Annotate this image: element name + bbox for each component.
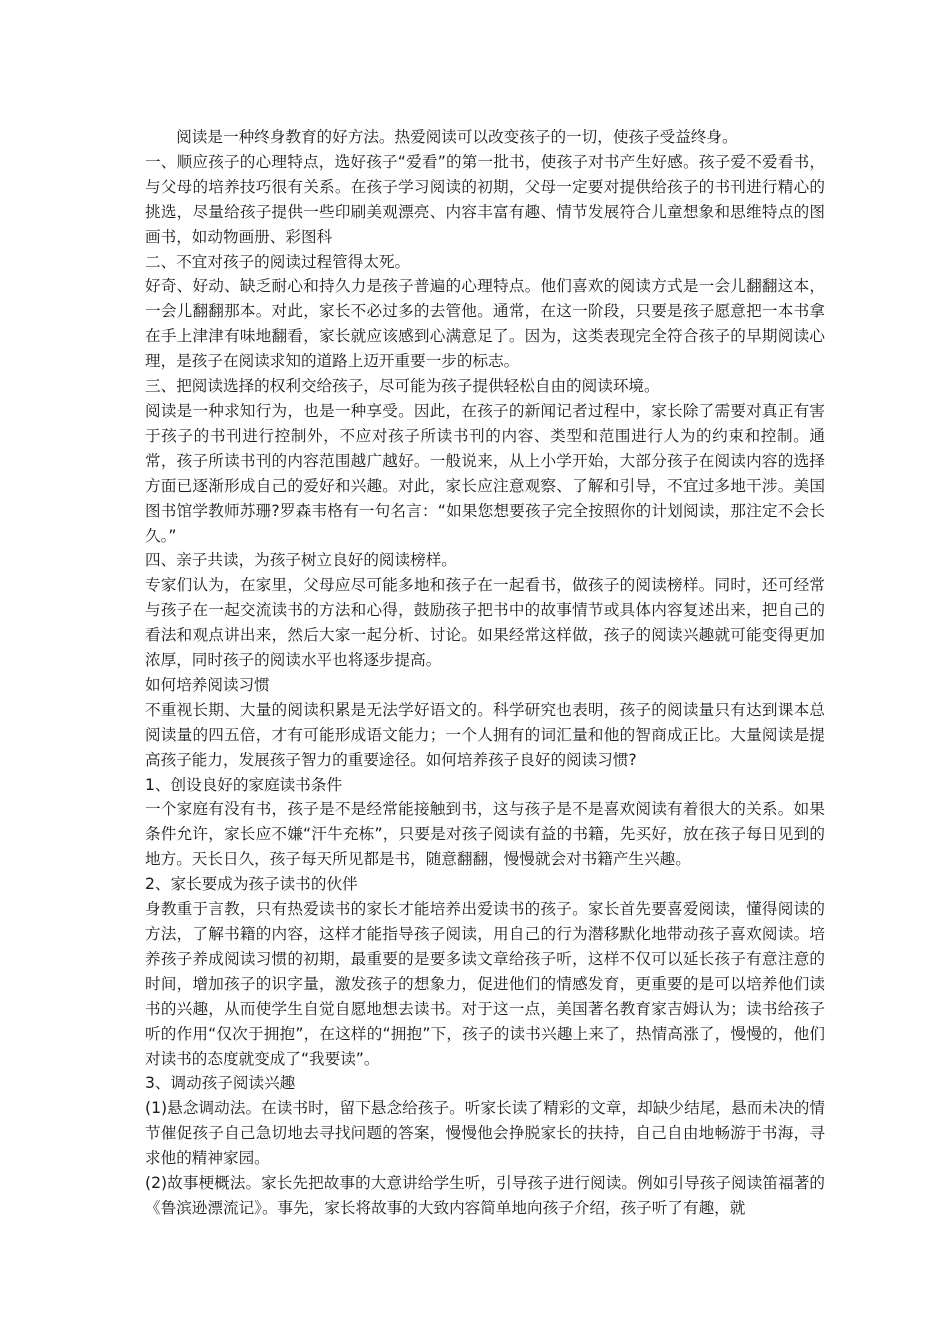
item-three-heading: 3、调动孩子阅读兴趣	[145, 1074, 296, 1093]
item-two-heading: 2、家长要成为孩子读书的伙伴	[145, 875, 358, 894]
habit-heading: 如何培养阅读习惯	[145, 675, 270, 694]
section-two-heading: 二、不宜对孩子的阅读过程管得太死。	[145, 252, 411, 271]
habit-intro-paragraph: 不重视长期、大量的阅读积累是无法学好语文的。科学研究也表明，孩子的阅读量只有达到课本总阅读量的四五倍，才有可能形成语文能力；一个人拥有的词汇量和他的智商成正比。大量阅读是提高孩子能力，发展孩子智力的重要途径。如何培养孩子良好的阅读习惯?	[145, 700, 825, 769]
item-two-paragraph: 身教重于言教，只有热爱读书的家长才能培养出爱读书的孩子。家长首先要喜爱阅读，懂得阅读的方法，了解书籍的内容，这样才能指导孩子阅读，用自己的行为潜移默化地带动孩子喜欢阅读。培养孩子养成阅读习惯的初期，最重要的是要多读文章给孩子听，这样不仅可以延长孩子有意注意的时间，增加孩子的识字量，激发孩子的想象力，促进他们的情感发育，更重要的是可以培养他们读书的兴趣，从而使学生自觉自愿地想去读书。对于这一点，美国著名教育家吉姆认为；读书给孩子听的作用“仅次于拥抱”，在这样的“拥抱”下，孩子的读书兴趣上来了，热情高涨了，慢慢的，他们对读书的态度就变成了“我要读”。	[145, 900, 825, 1068]
document-body	[145, 125, 825, 1221]
item-one-heading: 1、创设良好的家庭读书条件	[145, 775, 343, 794]
item-one-paragraph: 一个家庭有没有书，孩子是不是经常能接触到书，这与孩子是不是喜欢阅读有着很大的关系。如果条件允许，家长应不嫌“汗牛充栋”，只要是对孩子阅读有益的书籍，先买好，放在孩子每日见到的地方。天长日久，孩子每天所见都是书，随意翻翻，慢慢就会对书籍产生兴趣。	[145, 800, 825, 869]
section-three-heading: 三、把阅读选择的权利交给孩子，尽可能为孩子提供轻松自由的阅读环境。	[145, 377, 660, 396]
section-four-paragraph: 专家们认为，在家里，父母应尽可能多地和孩子在一起看书，做孩子的阅读榜样。同时，还可经常与孩子在一起交流读书的方法和心得，鼓励孩子把书中的故事情节或具体内容复述出来，把自己的看法和观点讲出来，然后大家一起分析、讨论。如果经常这样做，孩子的阅读兴趣就可能变得更加浓厚，同时孩子的阅读水平也将逐步提高。	[145, 576, 825, 670]
section-three-paragraph: 阅读是一种求知行为，也是一种享受。因此，在孩子的新闻记者过程中，家长除了需要对真正有害于孩子的书刊进行控制外，不应对孩子所读书刊的内容、类型和范围进行人为的约束和控制。通常，孩子所读书刊的内容范围越广越好。一般说来，从上小学开始，大部分孩子在阅读内容的选择方面已逐渐形成自己的爱好和兴趣。对此，家长应注意观察、了解和引导，不宜过多地干涉。美国图书馆学教师苏珊?罗森韦格有一句名言：“如果您想要孩子完全按照你的计划阅读，那注定不会长久。”	[145, 401, 825, 545]
method-two-paragraph: (2)故事梗概法。家长先把故事的大意讲给学生听，引导孩子进行阅读。例如引导孩子阅读笛福著的《鲁滨逊漂流记》。事先，家长将故事的大致内容简单地向孩子介绍，孩子听了有趣，就	[145, 1174, 825, 1217]
section-two-paragraph: 好奇、好动、缺乏耐心和持久力是孩子普遍的心理特点。他们喜欢的阅读方式是一会儿翻翻这本，一会儿翻翻那本。对此，家长不必过多的去管他。通常，在这一阶段，只要是孩子愿意把一本书拿在手上津津有味地翻看，家长就应该感到心满意足了。因为，这类表现完全符合孩子的早期阅读心理，是孩子在阅读求知的道路上迈开重要一步的标志。	[145, 277, 825, 371]
intro-paragraph: 阅读是一种终身教育的好方法。热爱阅读可以改变孩子的一切，使孩子受益终身。	[176, 128, 738, 146]
method-one-paragraph: (1)悬念调动法。在读书时，留下悬念给孩子。听家长读了精彩的文章，却缺少结尾，悬而未决的情节催促孩子自己急切地去寻找问题的答案，慢慢他会挣脱家长的扶持，自己自由地畅游于书海，寻求他的精神家园。	[145, 1099, 825, 1168]
section-four-heading: 四、亲子共读，为孩子树立良好的阅读榜样。	[145, 551, 457, 570]
section-one-paragraph: 一、顺应孩子的心理特点，选好孩子“爱看”的第一批书，使孩子对书产生好感。孩子爱不爱看书，与父母的培养技巧很有关系。在孩子学习阅读的初期，父母一定要对提供给孩子的书刊进行精心的挑选，尽量给孩子提供一些印刷美观漂亮、内容丰富有趣、情节发展符合儿童想象和思维特点的图画书，如动物画册、彩图科	[145, 152, 825, 246]
